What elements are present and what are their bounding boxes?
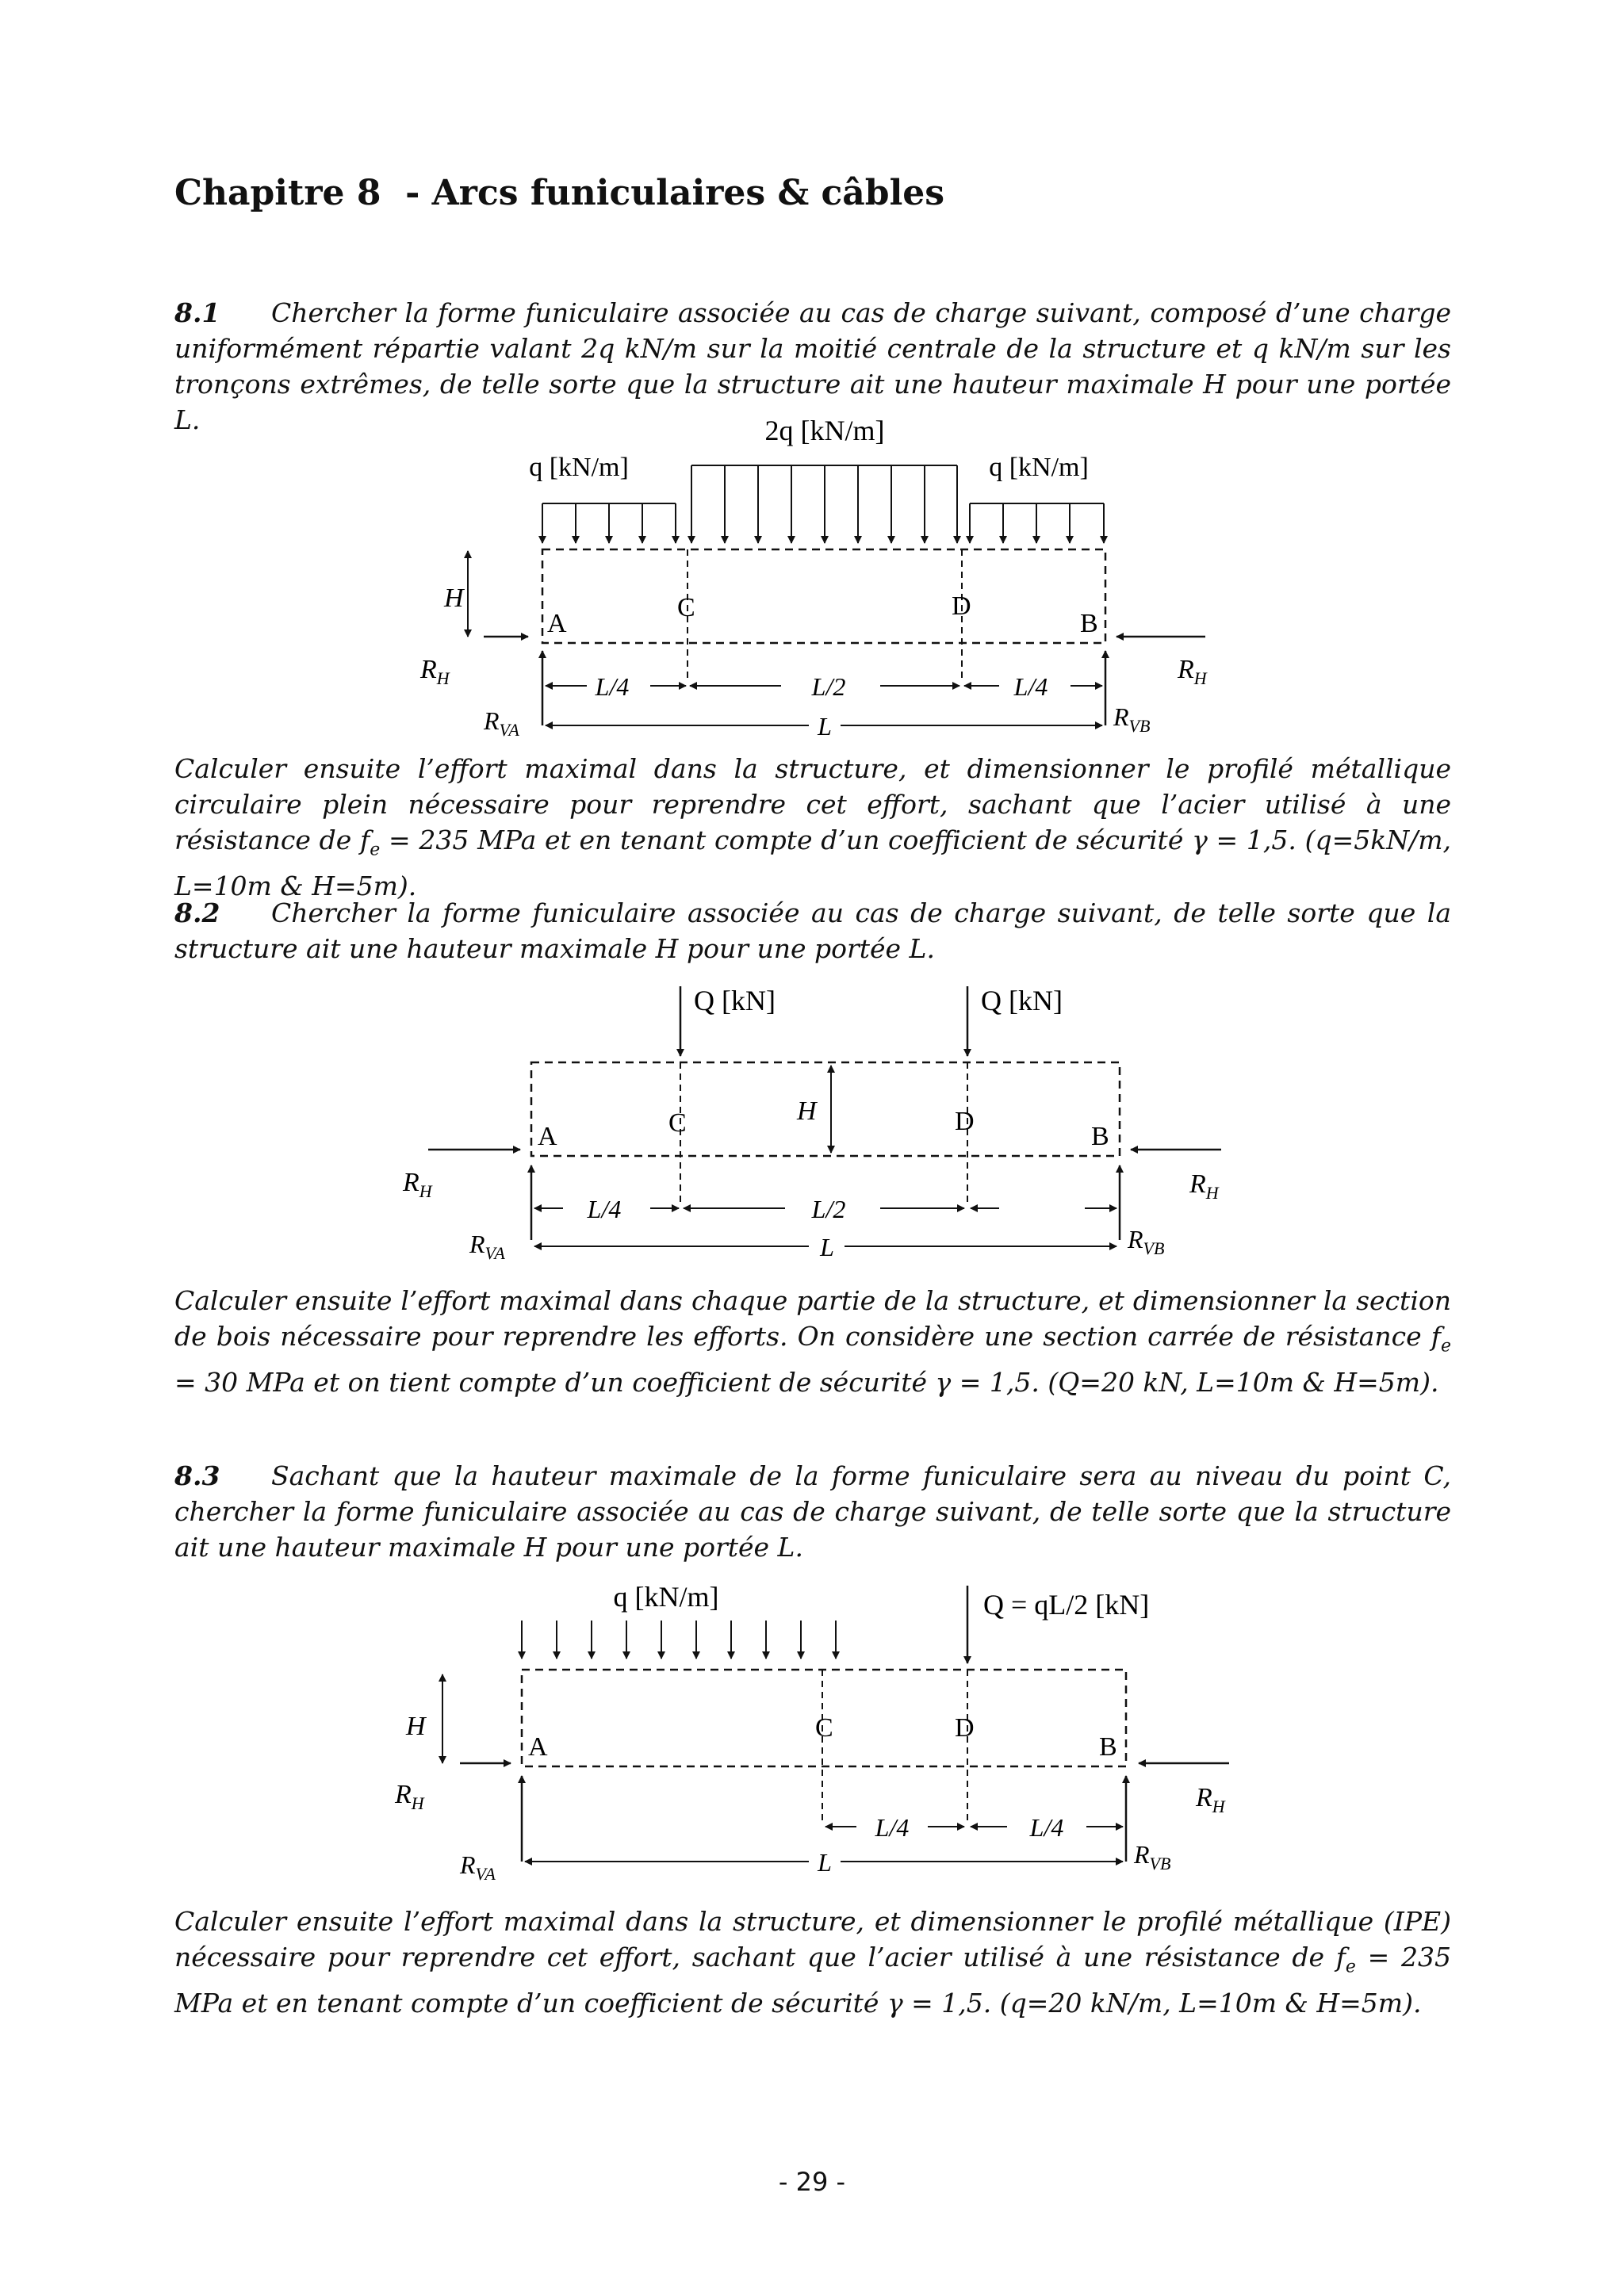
dim-db: L/4 [1029, 1813, 1064, 1842]
dim-l2: L/2 [811, 672, 846, 701]
statement-text: Chercher la forme funiculaire associée au cas de charge suivant, composé d’une charge uniformément répartie valant 2q kN/m sur la moitié centrale de la structure et q kN/m sur les tronçons extrêmes, de telle sorte que la structure ait une hauteur maximale H pour une portée L. [174, 297, 1451, 435]
exercise-8-3-statement [174, 1458, 1451, 1565]
figure-8-1-svg [396, 416, 1221, 749]
point-b: B [1080, 609, 1098, 638]
dim-cd: L/4 [875, 1813, 910, 1842]
dim-l-total: L [820, 1233, 834, 1261]
exercise-number: 8.1 [174, 297, 220, 328]
point-d: D [955, 1107, 975, 1136]
exercise-number: 8.3 [174, 1460, 220, 1491]
exercise-8-2-statement [174, 895, 1451, 966]
statement-text: Sachant que la hauteur maximale de la forme funiculaire sera au niveau du point C, chercher la forme funiculaire associée au cas de charge suivant, de telle sorte que la structure ait une hauteur maximale H pour une portée L. [174, 1460, 1451, 1563]
figure-8-1 [396, 416, 1221, 753]
rvb-label: $R_{VB}$ [1128, 1225, 1165, 1258]
point-a: A [538, 1122, 557, 1151]
distributed-load-right [970, 503, 1104, 543]
chapter-title: Chapitre 8 - Arcs funiculaires & câbles [174, 173, 945, 213]
point-b: B [1091, 1122, 1109, 1151]
rh-left-label: $R_H$ [420, 655, 450, 688]
point-d: D [952, 591, 971, 621]
rh-right-label: $R_H$ [1196, 1783, 1225, 1816]
rva-label: $R_{VA}$ [484, 706, 519, 740]
rh-right-label: $R_H$ [1178, 655, 1207, 688]
load-q-right-label: Q [kN] [981, 985, 1063, 1016]
point-c: C [815, 1713, 833, 1743]
exercise-number: 8.2 [174, 897, 220, 928]
point-a: A [528, 1732, 548, 1762]
height-label: H [406, 1712, 426, 1741]
dim-l-total: L [818, 712, 832, 740]
fe-symbol: $f_e$ [1431, 1321, 1451, 1357]
fe-symbol: $f_e$ [1335, 1942, 1356, 1977]
dim-l4-right: L/4 [1013, 672, 1048, 701]
dim-l4-left: L/4 [595, 672, 630, 701]
figure-8-3-svg [381, 1576, 1253, 1893]
dim-l4: L/4 [587, 1195, 622, 1223]
load-q-left-label: Q [kN] [694, 985, 776, 1016]
figure-8-2 [396, 977, 1253, 1282]
page-number: - 29 - [778, 2167, 846, 2197]
point-b: B [1099, 1732, 1117, 1762]
figure-8-3 [381, 1576, 1253, 1897]
rva-label: $R_{VA}$ [460, 1850, 496, 1884]
point-c: C [677, 593, 695, 622]
load-point-label: Q = qL/2 [kN] [983, 1589, 1150, 1621]
point-c: C [668, 1108, 687, 1138]
rva-label: $R_{VA}$ [469, 1230, 505, 1263]
rh-left-label: $R_H$ [403, 1168, 432, 1201]
load-q-left-label: q [kN/m] [529, 453, 629, 482]
rh-right-label: $R_H$ [1189, 1169, 1219, 1203]
exercise-8-3-followup: Calculer ensuite l’effort maximal dans la structure, et dimensionner le profilé métallique (IPE) nécessaire pour reprendre cet effort, sachant que l’acier utilisé à une résistance de $f_e = 235$ MPa et en tenant compte d’un coefficient de sécurité γ = 1,5. (q=20 kN/m, L=10m & H=5m). [174, 1906, 1451, 2019]
height-label: H [444, 584, 464, 613]
dim-l-total: L [818, 1848, 832, 1877]
distributed-load-left [542, 503, 676, 543]
height-label: H [797, 1096, 817, 1126]
exercise-8-2-followup: Calculer ensuite l’effort maximal dans chaque partie de la structure, et dimensionner la section de bois nécessaire pour reprendre les efforts. On considère une section carrée de résistance $f_e = 30$ MPa et on tient compte d’un coefficient de sécurité γ = 1,5. (Q=20 kN, L=10m & H=5m). [174, 1285, 1451, 1398]
figure-8-2-svg [396, 977, 1253, 1278]
point-d: D [955, 1713, 975, 1743]
exercise-8-1-followup: Calculer ensuite l’effort maximal dans la structure, et dimensionner le profilé métallique circulaire plein nécessaire pour reprendre cet effort, sachant que l’acier utilisé à une résistance de $f_e = 235$ MPa et en tenant compte d’un coefficient de sécurité γ = 1,5. (q=5kN/m, L=10m & H=5m). [174, 753, 1451, 901]
rh-left-label: $R_H$ [395, 1780, 424, 1813]
point-a: A [547, 609, 567, 638]
load-q-right-label: q [kN/m] [989, 453, 1089, 482]
rvb-label: $R_{VB}$ [1113, 702, 1151, 736]
distributed-load [522, 1621, 836, 1659]
distributed-load-center [691, 465, 957, 543]
load-2q-label: 2q [kN/m] [764, 416, 885, 446]
load-q-label: q [kN/m] [613, 1581, 719, 1613]
statement-text: Chercher la forme funiculaire associée au cas de charge suivant, de telle sorte que la structure ait une hauteur maximale H pour une portée L. [174, 897, 1451, 964]
dim-l2: L/2 [811, 1195, 846, 1223]
rvb-label: $R_{VB}$ [1134, 1840, 1171, 1873]
fe-symbol: $f_e$ [360, 825, 381, 860]
